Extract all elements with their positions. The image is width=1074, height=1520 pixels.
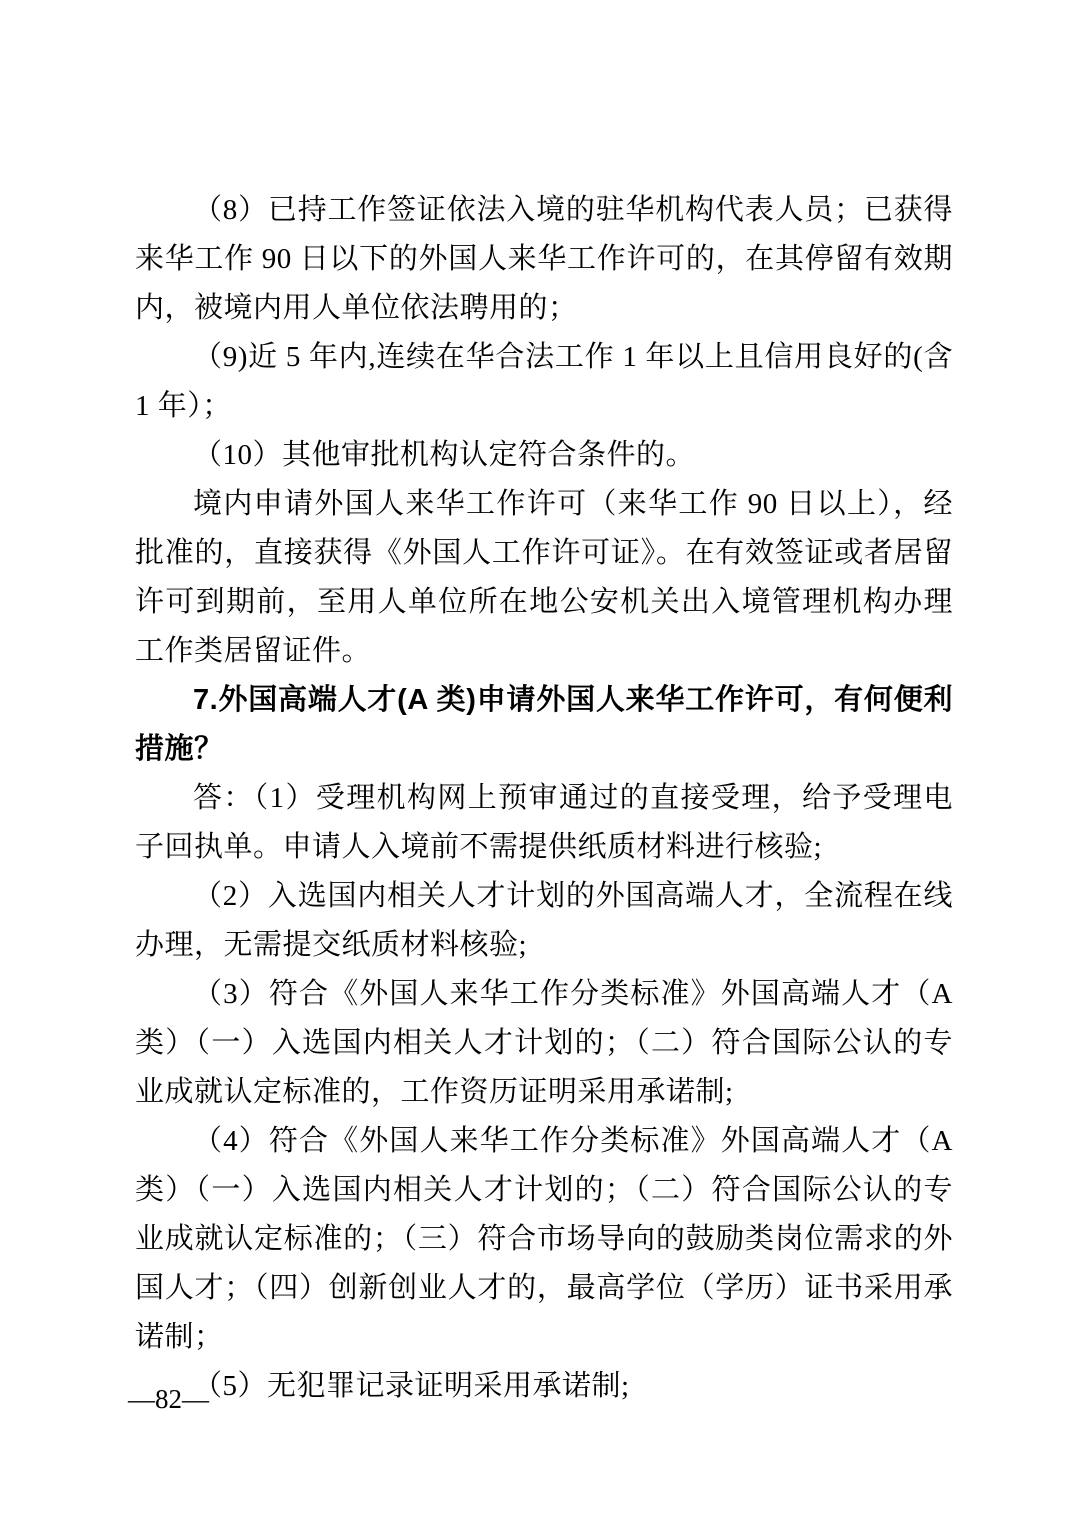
answer-paragraph-1: 答：（1）受理机构网上预审通过的直接受理，给予受理电子回执单。申请人入境前不需提供纸质材料进行核验; bbox=[135, 782, 953, 863]
answer-paragraph-4: （4）符合《外国人来华工作分类标准》外国高端人才（A 类）（一）入选国内相关人才计划的；（二）符合国际公认的专业成就认定标准的；（三）符合市场导向的鼓励类岗位需求的外国人才；（四）创新创业人才的，最高学位（学历）证书采用承诺制； bbox=[135, 1125, 953, 1353]
answer-paragraph-2: （2）入选国内相关人才计划的外国高端人才，全流程在线办理，无需提交纸质材料核验; bbox=[135, 880, 953, 961]
question-7-heading: 7.外国高端人才(A 类)申请外国人来华工作许可，有何便利措施？ bbox=[135, 684, 953, 765]
paragraph-item-9: （9)近 5 年内,连续在华合法工作 1 年以上且信用良好的(含 1 年）； bbox=[135, 341, 953, 422]
answer-paragraph-3: （3）符合《外国人来华工作分类标准》外国高端人才（A 类）（一）入选国内相关人才计划的；（二）符合国际公认的专业成就认定标准的，工作资历证明采用承诺制; bbox=[135, 978, 953, 1108]
paragraph-item-8: （8）已持工作签证依法入境的驻华机构代表人员；已获得来华工作 90 日以下的外国人来华工作许可的，在其停留有效期内，被境内用人单位依法聘用的； bbox=[135, 194, 953, 324]
answer-paragraph-5: （5）无犯罪记录证明采用承诺制; bbox=[193, 1370, 630, 1402]
document-body bbox=[135, 186, 953, 1411]
page-number: —82— bbox=[128, 1384, 209, 1414]
paragraph-item-10: （10）其他审批机构认定符合条件的。 bbox=[193, 439, 696, 471]
paragraph-domestic-application: 境内申请外国人来华工作许可（来华工作 90 日以上），经批准的，直接获得《外国人工作许可证》。在有效签证或者居留许可到期前，至用人单位所在地公安机关出入境管理机构办理工作类居留证件。 bbox=[135, 488, 953, 667]
